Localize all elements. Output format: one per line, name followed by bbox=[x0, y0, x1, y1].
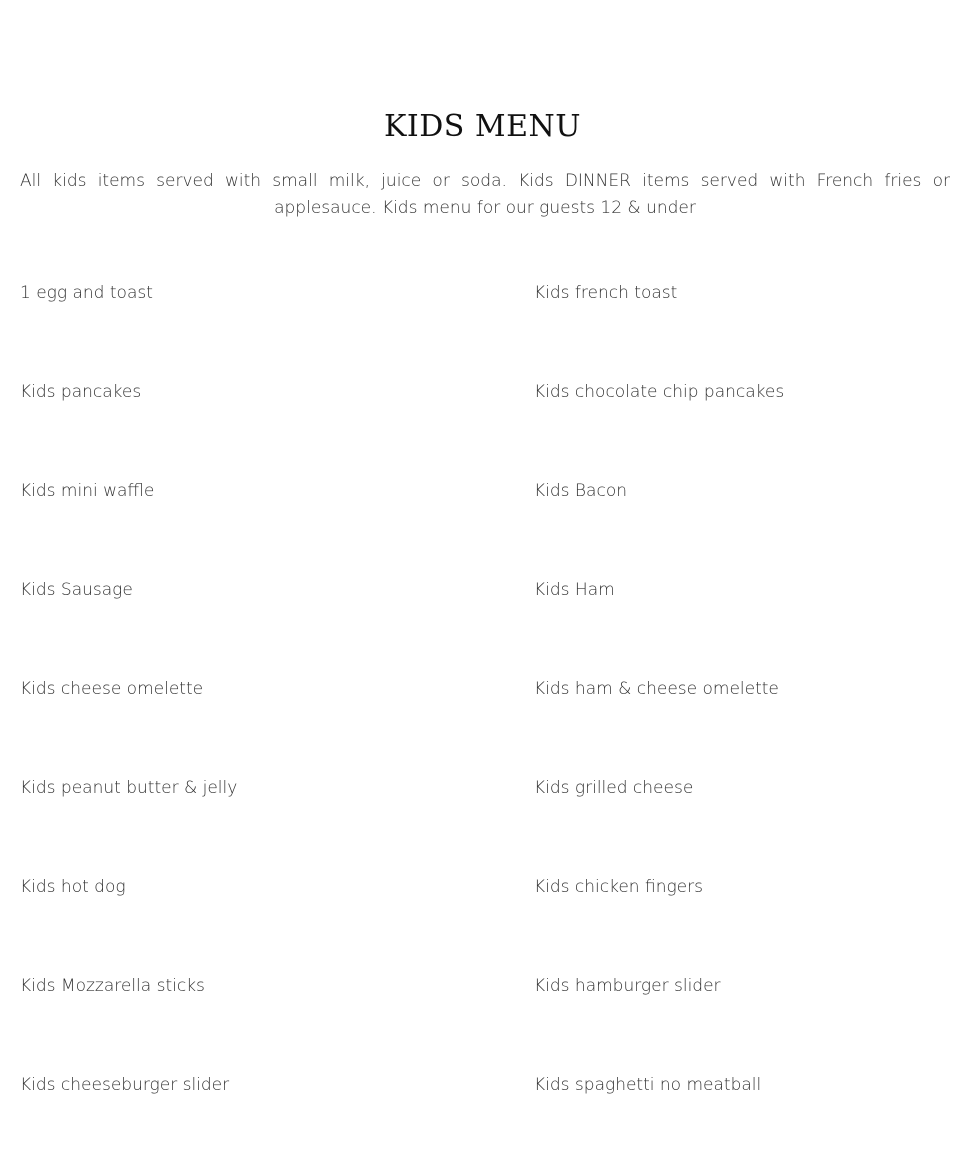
menu-item-sausage: Kids Sausage bbox=[20, 580, 133, 600]
menu-item-peanut-butter-jelly: Kids peanut butter & jelly bbox=[20, 778, 238, 798]
menu-item-ham: Kids Ham bbox=[534, 580, 615, 600]
menu-item-pancakes: Kids pancakes bbox=[20, 382, 142, 402]
menu-item-hamburger-slider: Kids hamburger slider bbox=[534, 976, 721, 996]
menu-item-grilled-cheese: Kids grilled cheese bbox=[534, 778, 694, 798]
menu-item-bacon: Kids Bacon bbox=[534, 481, 627, 501]
menu-item-ham-cheese-omelette: Kids ham & cheese omelette bbox=[534, 679, 779, 699]
menu-item-chicken-fingers: Kids chicken fingers bbox=[534, 877, 703, 897]
menu-item-chocolate-chip-pancakes: Kids chocolate chip pancakes bbox=[534, 382, 785, 402]
menu-item-spaghetti-no-meatball: Kids spaghetti no meatball bbox=[534, 1075, 762, 1095]
menu-items-grid bbox=[20, 280, 950, 1171]
menu-item-french-toast: Kids french toast bbox=[534, 283, 678, 303]
menu-item-egg-and-toast: 1 egg and toast bbox=[20, 283, 153, 303]
menu-item-cheeseburger-slider: Kids cheeseburger slider bbox=[20, 1075, 230, 1095]
menu-title: KIDS MENU bbox=[383, 109, 582, 144]
menu-item-mini-waffle: Kids mini waffle bbox=[20, 481, 155, 501]
menu-item-hot-dog: Kids hot dog bbox=[20, 877, 126, 897]
menu-description: All kids items served with small milk, juice or soda. Kids DINNER items served with French fries or applesauce. Kids menu for our guests 12 & under bbox=[20, 171, 950, 218]
menu-item-mozzarella-sticks: Kids Mozzarella sticks bbox=[20, 976, 205, 996]
menu-item-cheese-omelette: Kids cheese omelette bbox=[20, 679, 204, 699]
